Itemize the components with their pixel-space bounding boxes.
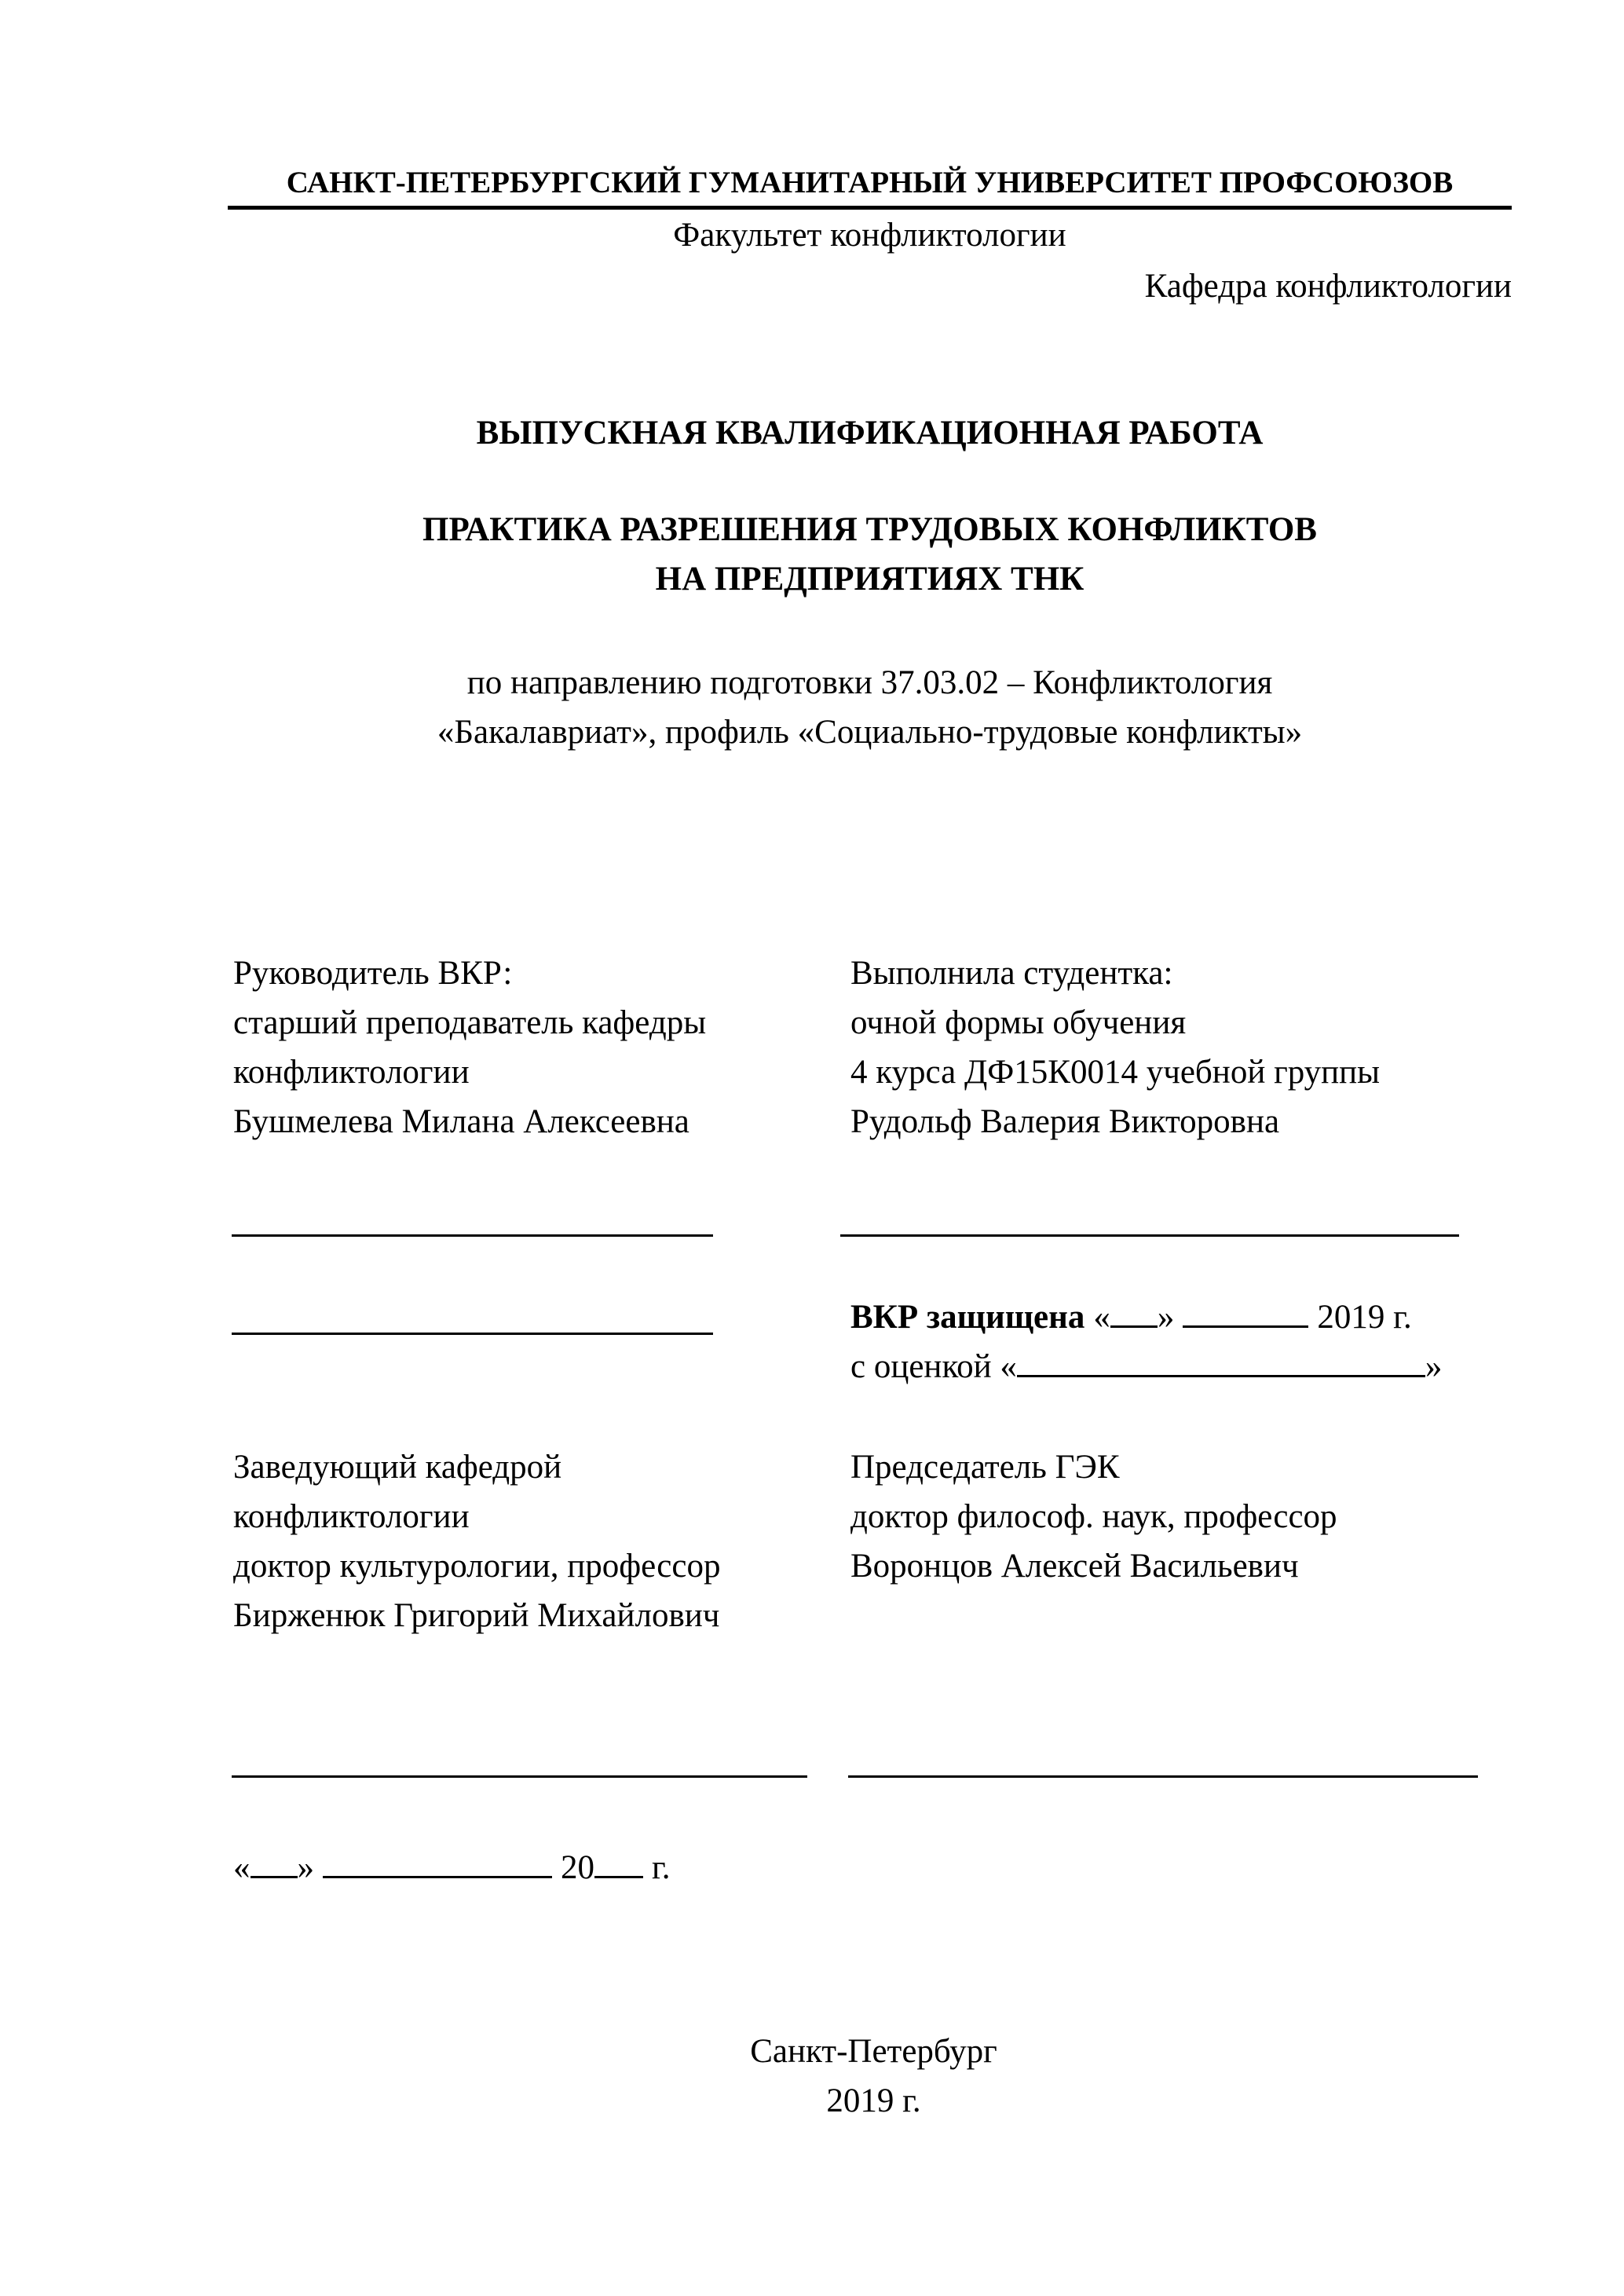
gek-name: Воронцов Алексей Васильевич: [850, 1548, 1299, 1585]
head-label: Заведующий кафедрой: [233, 1449, 562, 1486]
approval-date-line: [233, 1848, 671, 1888]
head-degree: доктор культурологии, профессор: [233, 1548, 721, 1585]
defense-open-quote: «: [1093, 1299, 1110, 1336]
university-name: САНКТ-ПЕТЕРБУРГСКИЙ ГУМАНИТАРНЫЙ УНИВЕРСИТЕТ ПРОФСОЮЗОВ: [286, 166, 1454, 199]
grade-blank[interactable]: [1017, 1351, 1425, 1377]
student-name: Рудольф Валерия Викторовна: [850, 1103, 1280, 1140]
defense-day-blank[interactable]: [1110, 1302, 1158, 1328]
defense-line: [850, 1298, 1412, 1337]
approval-century: 20: [561, 1849, 594, 1886]
direction-line2: «Бакалавриат», профиль «Социально-трудовые конфликты»: [437, 714, 1303, 751]
student-signature-line[interactable]: [840, 1234, 1459, 1237]
student-label: Выполнила студентка:: [850, 955, 1173, 992]
gek-label: Председатель ГЭК: [850, 1449, 1120, 1486]
direction-line1: по направлению подготовки 37.03.02 – Конфликтология: [466, 664, 1273, 701]
defense-year: 2019 г.: [1317, 1299, 1412, 1336]
approval-year-blank[interactable]: [594, 1852, 643, 1878]
grade-line: [850, 1347, 1442, 1387]
defense-close-quote: »: [1157, 1299, 1175, 1336]
defense-label: ВКР защищена: [850, 1299, 1085, 1336]
faculty-name: Факультет конфликтологии: [673, 217, 1066, 254]
defense-month-blank[interactable]: [1183, 1302, 1308, 1328]
gek-signature-line[interactable]: [848, 1775, 1478, 1778]
approval-suffix: г.: [652, 1849, 671, 1886]
topic-title-line2: НА ПРЕДПРИЯТИЯХ ТНК: [655, 561, 1084, 598]
work-type-title: ВЫПУСКНАЯ КВАЛИФИКАЦИОННАЯ РАБОТА: [476, 415, 1264, 452]
head-department: конфликтологии: [233, 1498, 470, 1535]
footer-city: Санкт-Петербург: [750, 2033, 997, 2070]
topic-title-line1: ПРАКТИКА РАЗРЕШЕНИЯ ТРУДОВЫХ КОНФЛИКТОВ: [422, 511, 1317, 548]
grade-label: с оценкой «: [850, 1348, 1017, 1385]
grade-close-quote: »: [1425, 1348, 1443, 1385]
head-signature-line[interactable]: [232, 1775, 807, 1778]
gek-degree: доктор философ. наук, профессор: [850, 1498, 1337, 1535]
department-name: Кафедра конфликтологии: [1144, 268, 1512, 305]
supervisor-date-line[interactable]: [232, 1333, 713, 1335]
supervisor-position-line2: конфликтологии: [233, 1054, 470, 1091]
head-name: Бирженюк Григорий Михайлович: [233, 1597, 720, 1634]
supervisor-label: Руководитель ВКР:: [233, 955, 513, 992]
supervisor-signature-line[interactable]: [232, 1234, 713, 1237]
supervisor-name: Бушмелева Милана Алексеевна: [233, 1103, 689, 1140]
header-rule: [228, 206, 1512, 210]
student-form: очной формы обучения: [850, 1004, 1187, 1041]
approval-open-quote: «: [233, 1849, 251, 1886]
student-group: 4 курса ДФ15К0014 учебной группы: [850, 1054, 1381, 1091]
approval-close-quote: »: [297, 1849, 314, 1886]
supervisor-position-line1: старший преподаватель кафедры: [233, 1004, 707, 1041]
footer-year: 2019 г.: [826, 2082, 921, 2119]
approval-month-blank[interactable]: [323, 1852, 552, 1878]
approval-day-blank[interactable]: [251, 1852, 298, 1878]
